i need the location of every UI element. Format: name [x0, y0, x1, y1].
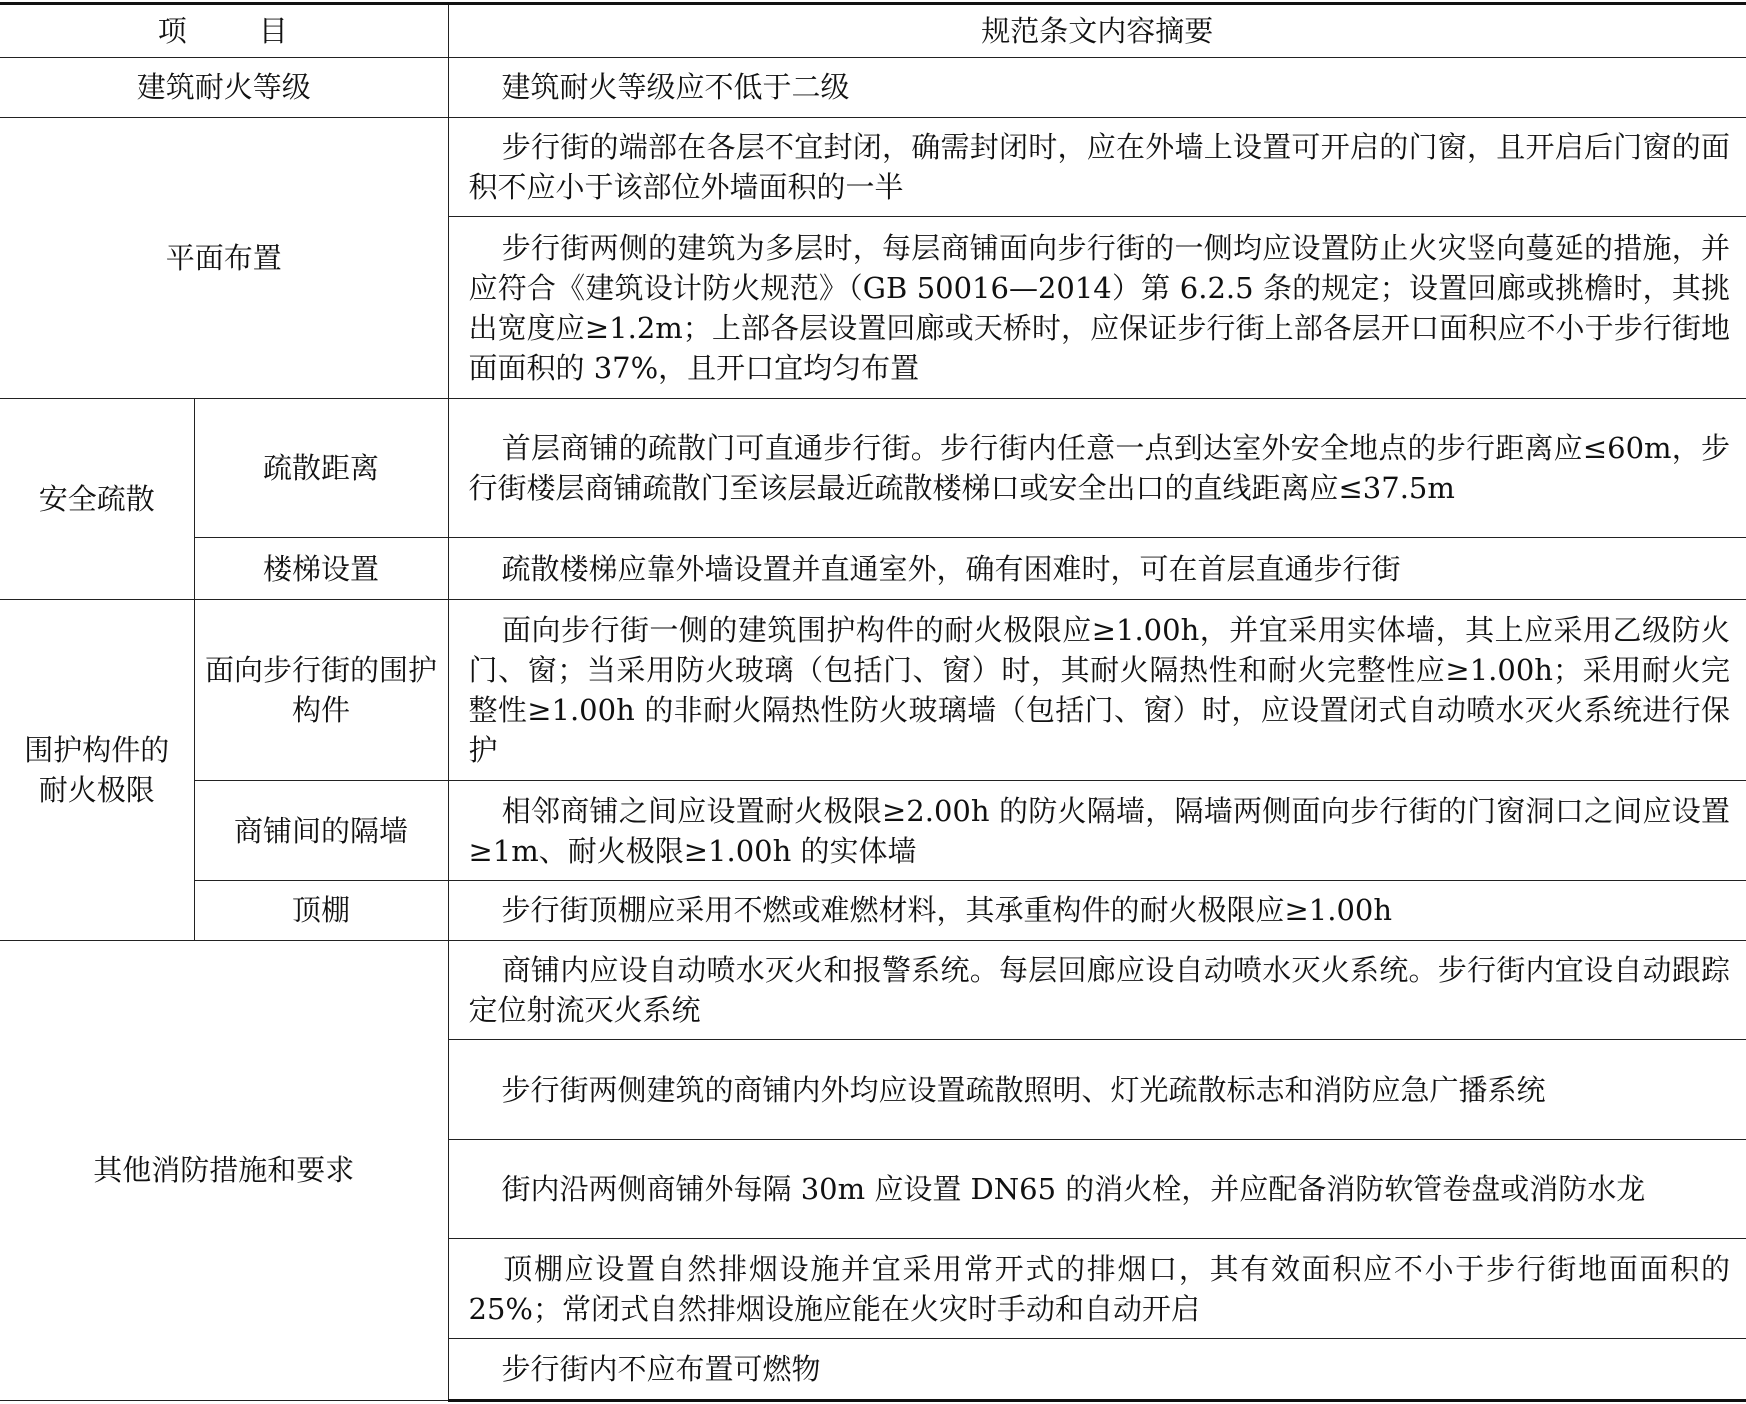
row-text-enclosure-partition: 相邻商铺之间应设置耐火极限≥2.00h 的防火隔墙，隔墙两侧面向步行街的门窗洞口之间应设置≥1m、耐火极限≥1.00h 的实体墙 — [448, 781, 1746, 881]
row-text-evacuation-distance: 首层商铺的疏散门可直通步行街。步行街内任意一点到达室外安全地点的步行距离应≤60m，步行街楼层商铺疏散门至该层最近疏散楼梯口或安全出口的直线距离应≤37.5m — [448, 398, 1746, 537]
row-sub-evacuation-stairs: 楼梯设置 — [194, 538, 448, 600]
row-text-other-1: 商铺内应设自动喷水灭火和报警系统。每层回廊应设自动喷水灭火系统。步行街内宜设自动跟踪定位射流灭火系统 — [448, 940, 1746, 1040]
fire-code-table — [0, 2, 1746, 1402]
row-text-fire-rating: 建筑耐火等级应不低于二级 — [448, 58, 1746, 118]
row-text-layout-1: 步行街的端部在各层不宜封闭，确需封闭时，应在外墙上设置可开启的门窗，且开启后门窗的面积不应小于该部位外墙面积的一半 — [448, 117, 1746, 217]
row-text-enclosure-facing: 面向步行街一侧的建筑围护构件的耐火极限应≥1.00h，并宜采用实体墙，其上应采用乙级防火门、窗；当采用防火玻璃（包括门、窗）时，其耐火隔热性和耐火完整性应≥1.00h；采用耐火完整性≥1.00h 的非耐火隔热性防火玻璃墙（包括门、窗）时，应设置闭式自动喷水灭火系统进行保护 — [448, 600, 1746, 781]
row-text-other-5: 步行街内不应布置可燃物 — [448, 1339, 1746, 1401]
row-text-other-3: 街内沿两侧商铺外每隔 30m 应设置 DN65 的消火栓，并应配备消防软管卷盘或消防水龙 — [448, 1139, 1746, 1239]
row-text-enclosure-ceiling: 步行街顶棚应采用不燃或难燃材料，其承重构件的耐火极限应≥1.00h — [448, 881, 1746, 941]
row-item-fire-rating: 建筑耐火等级 — [0, 58, 448, 118]
table-header-row — [0, 4, 1746, 58]
row-text-layout-2: 步行街两侧的建筑为多层时，每层商铺面向步行街的一侧均应设置防止火灾竖向蔓延的措施，并应符合《建筑设计防火规范》（GB 50016—2014）第 6.2.5 条的规定；设置回廊或挑檐时，其挑出宽度应≥1.2m；上部各层设置回廊或天桥时，应保证步行街上部各层开口面积应不小于步行街地面面积的 37%，且开口宜均匀布置 — [448, 217, 1746, 398]
row-sub-evacuation-distance: 疏散距离 — [194, 398, 448, 537]
table-row — [0, 600, 1746, 781]
row-text-other-2: 步行街两侧建筑的商铺内外均应设置疏散照明、灯光疏散标志和消防应急广播系统 — [448, 1040, 1746, 1140]
row-sub-enclosure-partition: 商铺间的隔墙 — [194, 781, 448, 881]
table-row — [0, 940, 1746, 1040]
row-item-other: 其他消防措施和要求 — [0, 940, 448, 1400]
table-row — [0, 58, 1746, 118]
header-item — [0, 4, 448, 58]
header-item-right: 目 — [258, 14, 290, 48]
table-row — [0, 538, 1746, 600]
header-content: 规范条文内容摘要 — [448, 4, 1746, 58]
header-item-left: 项 — [157, 14, 189, 48]
table-row — [0, 781, 1746, 881]
row-sub-enclosure-facing: 面向步行街的围护构件 — [194, 600, 448, 781]
row-item-evacuation: 安全疏散 — [0, 398, 194, 599]
table-row — [0, 117, 1746, 217]
row-item-layout: 平面布置 — [0, 117, 448, 398]
row-sub-enclosure-ceiling: 顶棚 — [194, 881, 448, 941]
row-item-enclosure: 围护构件的耐火极限 — [0, 600, 194, 941]
row-text-evacuation-stairs: 疏散楼梯应靠外墙设置并直通室外，确有困难时，可在首层直通步行街 — [448, 538, 1746, 600]
row-text-other-4: 顶棚应设置自然排烟设施并宜采用常开式的排烟口，其有效面积应不小于步行街地面面积的 25%；常闭式自然排烟设施应能在火灾时手动和自动开启 — [448, 1239, 1746, 1339]
table-row — [0, 398, 1746, 537]
table-row — [0, 881, 1746, 941]
